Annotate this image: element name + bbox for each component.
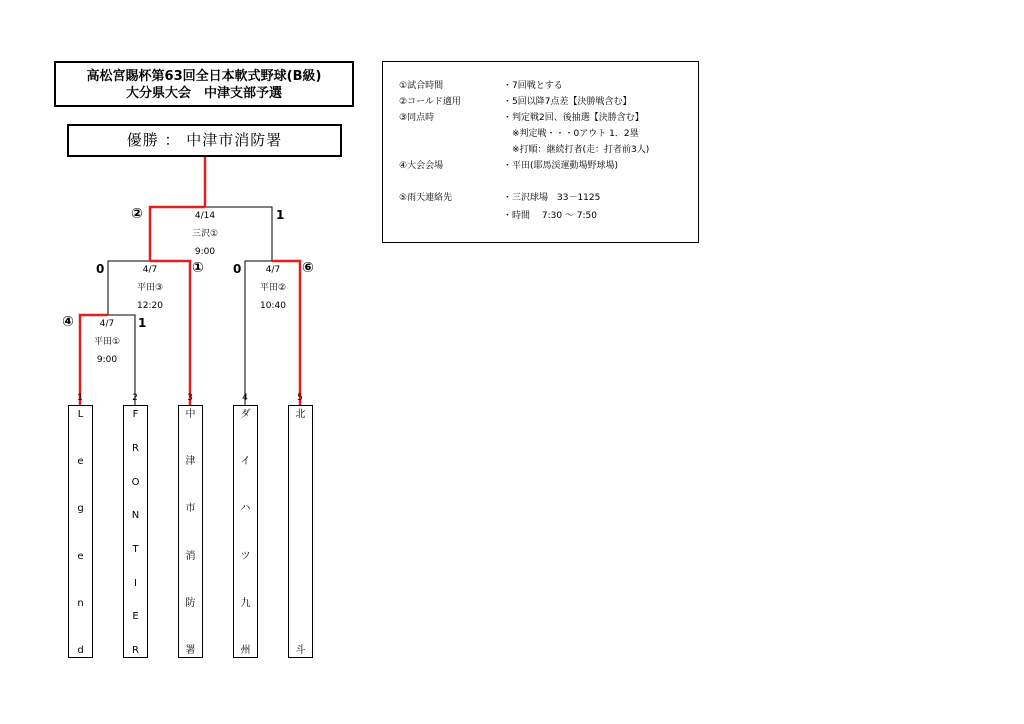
winner-text: 優勝 ： 中津市消防署: [126, 131, 283, 149]
match-number-label: ④: [62, 314, 74, 330]
rule-value: ・三沢球場 33－1125: [503, 193, 601, 203]
match-date: 4/14: [194, 211, 216, 221]
rule-value: ・7回戦とする: [503, 81, 563, 91]
team-char: ダ: [240, 409, 251, 420]
rule-key: ⑤雨天連絡先: [399, 193, 453, 203]
match-date: 4/7: [265, 265, 281, 275]
rule-value: ・5回以降7点差【決勝戦含む】: [503, 97, 632, 107]
team-char: R: [132, 443, 139, 454]
team-char: 署: [185, 645, 196, 656]
team-box-frontier: [123, 405, 148, 658]
match-date: 4/7: [142, 265, 158, 275]
team-box-hokuto: [288, 405, 313, 658]
match-venue: 三沢①: [191, 229, 219, 239]
team-box-nakatsu-fire: [178, 405, 203, 658]
team-number: 1: [77, 393, 83, 403]
team-number: 4: [242, 393, 248, 403]
team-number: 3: [187, 393, 193, 403]
match-score: 0: [96, 262, 105, 276]
match-score: 1: [138, 316, 147, 330]
team-char: 防: [185, 598, 196, 609]
team-char: 中: [185, 409, 196, 420]
match-time: 9:00: [96, 355, 118, 365]
team-number: 5: [297, 393, 303, 403]
title-line-1: 高松宮賜杯第63回全日本軟式野球(B級): [86, 69, 322, 84]
team-char: イ: [240, 456, 251, 467]
team-char: L: [77, 409, 84, 420]
match-date: 4/7: [99, 319, 115, 329]
rule-key: ①試合時間: [399, 81, 444, 91]
match-number-label: ⑥: [302, 260, 314, 276]
team-char: ツ: [240, 551, 251, 562]
match-number-label: ①: [192, 260, 204, 276]
team-char: 州: [240, 645, 251, 656]
team-box-legend: [68, 405, 93, 658]
match-venue: 平田③: [136, 283, 164, 293]
team-char: 消: [185, 551, 196, 562]
team-char: 津: [185, 456, 196, 467]
match-venue: 平田②: [259, 283, 287, 293]
team-char: g: [77, 503, 84, 514]
team-char: 九: [240, 598, 251, 609]
rule-key: ②コールド適用: [399, 97, 461, 107]
team-char: e: [77, 551, 84, 562]
team-char: E: [132, 611, 139, 622]
rule-key: ③同点時: [399, 113, 435, 123]
match-time: 9:00: [194, 247, 216, 257]
team-char: d: [77, 645, 84, 656]
rule-value: ※打順：継続打者(走：打者前3人): [503, 145, 650, 155]
rule-value: ・判定戦2回、後抽選【決勝含む】: [503, 113, 644, 123]
rule-value: ・時間 7:30 ～ 7:50: [503, 211, 598, 221]
team-char: O: [131, 477, 140, 488]
rule-value: ※判定戦・・・0アウト 1．2塁: [503, 129, 639, 139]
match-score: 0: [233, 262, 242, 276]
title-line-2: 大分県大会 中津支部予選: [125, 86, 282, 101]
team-char: R: [132, 645, 139, 656]
match-number-label: ②: [131, 206, 143, 222]
match-score: 1: [276, 208, 285, 222]
match-venue: 平田①: [93, 337, 121, 347]
team-box-daihatsu: [233, 405, 258, 658]
team-char: n: [77, 598, 84, 609]
match-time: 12:20: [137, 301, 163, 311]
rule-key: ④大会会場: [399, 161, 444, 171]
rule-value: ・平田(耶馬渓運動場野球場): [503, 161, 619, 171]
team-char: N: [131, 510, 140, 521]
team-char: 市: [185, 503, 196, 514]
team-char: I: [134, 578, 137, 589]
match-time: 10:40: [260, 301, 286, 311]
team-number: 2: [132, 393, 138, 403]
team-char: 斗: [295, 645, 306, 656]
team-char: e: [77, 456, 84, 467]
team-char: ハ: [240, 503, 251, 514]
team-char: T: [132, 544, 139, 555]
team-char: F: [132, 409, 139, 420]
team-char: 北: [295, 409, 306, 420]
